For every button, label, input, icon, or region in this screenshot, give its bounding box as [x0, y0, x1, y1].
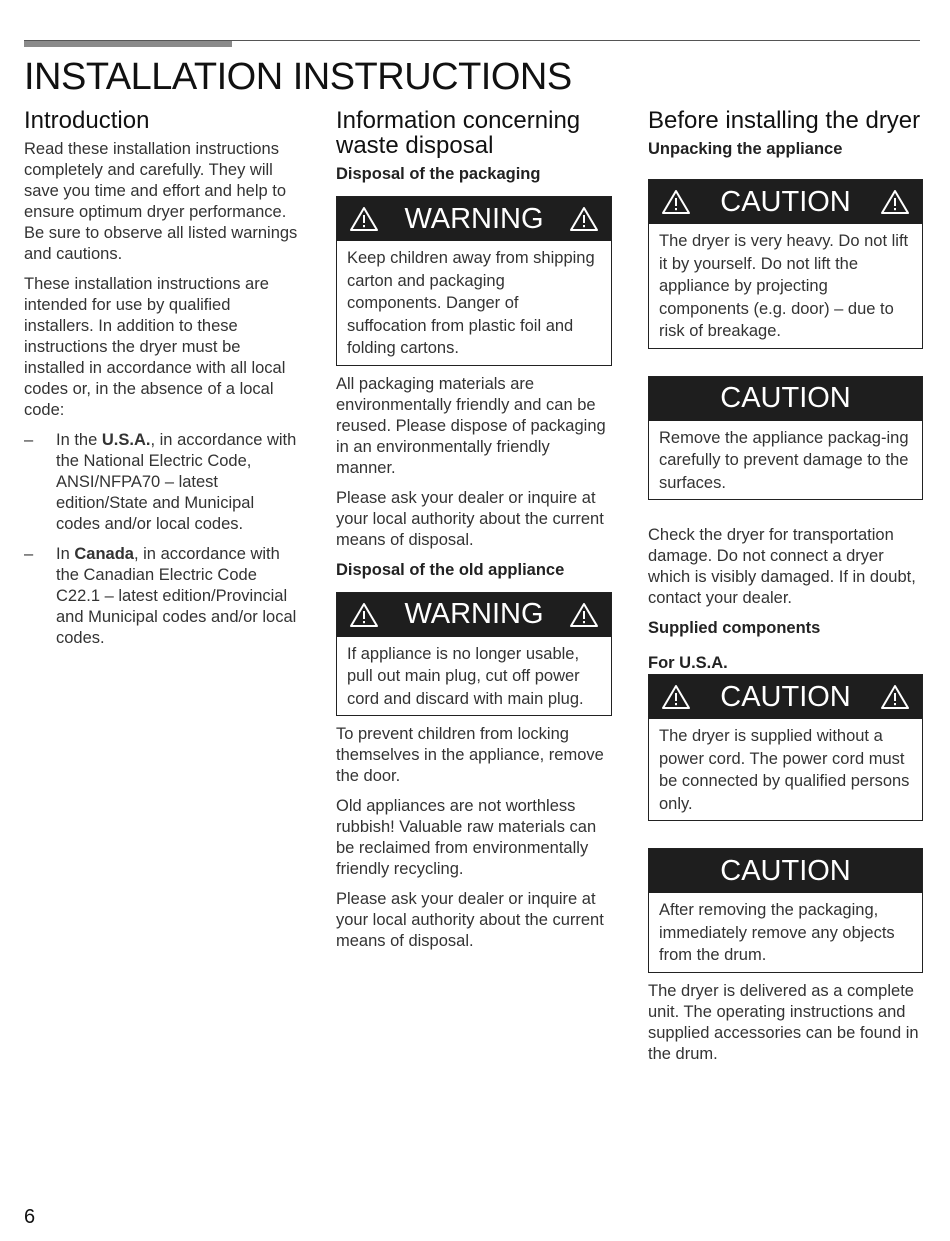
page-title: INSTALLATION INSTRUCTIONS: [24, 56, 572, 98]
caution-text: After removing the packaging, immediately remove any objects from the drum.: [659, 901, 895, 964]
list-item-country: U.S.A.: [101, 431, 151, 449]
caution-header: [649, 849, 922, 893]
dash-bullet: –: [24, 545, 34, 563]
list-item-prefix: In the: [56, 431, 102, 449]
warning-header: [337, 593, 611, 637]
before-installing-heading: Before installing the dryer: [648, 107, 921, 134]
column-before-installing: [648, 108, 923, 1074]
warning-triangle-icon: [569, 206, 599, 232]
old-appliance-subheading: Disposal of the old appliance: [336, 560, 565, 579]
list-item-text: , in accordance with the Canadian Electric Code C22.1 – latest edition/Provincial and Municipal codes and/or local codes.: [56, 545, 297, 647]
warning-triangle-icon: [661, 189, 691, 215]
warning-triangle-icon: [880, 684, 910, 710]
list-item-usa: [24, 430, 302, 535]
warning-header: [337, 197, 611, 241]
caution-box-heavy: [648, 179, 923, 349]
caution-header: [649, 180, 922, 224]
warning-triangle-icon: [569, 602, 599, 628]
packaging-materials-paragraph: All packaging materials are environmentally friendly and can be reused. Please dispose of packaging in an environmentally friendly manner.: [336, 374, 606, 477]
delivery-paragraph: The dryer is delivered as a complete unit. The operating instructions and supplied accessories can be found in the drum.: [648, 981, 919, 1063]
list-item-prefix: In: [56, 545, 75, 563]
caution-header: [649, 675, 922, 719]
disposal-inquiry-paragraph: Please ask your dealer or inquire at your local authority about the current means of disposal.: [336, 488, 604, 549]
dash-bullet: –: [24, 431, 34, 449]
caution-title: CAUTION: [720, 680, 851, 713]
warning-triangle-icon: [349, 602, 379, 628]
list-item-canada: [24, 544, 302, 649]
column-introduction: [24, 108, 302, 658]
page-number: 6: [24, 1206, 36, 1228]
caution-header: [649, 377, 922, 421]
warning-box-old-appliance: [336, 592, 612, 717]
for-usa-subheading: For U.S.A.: [648, 654, 728, 672]
caution-title: CAUTION: [720, 382, 851, 414]
waste-disposal-heading: Information concerning waste disposal: [336, 107, 581, 159]
remove-door-paragraph: To prevent children from locking themselves in the appliance, remove the door.: [336, 725, 604, 785]
caution-box-packaging: [648, 376, 923, 501]
introduction-paragraph-2: These installation instructions are intended for use by qualified installers. In addition to these instructions the dryer must be installed in accordance with all local codes or, in the absence of a local code:: [24, 275, 286, 419]
warning-triangle-icon: [661, 684, 691, 710]
packaging-disposal-subheading: Disposal of the packaging: [336, 165, 541, 183]
caution-title: CAUTION: [720, 185, 851, 218]
code-list: [24, 430, 302, 649]
warning-text: Keep children away from shipping carton and packaging components. Danger of suffocation from plastic foil and folding cartons.: [347, 249, 595, 357]
warning-title: WARNING: [404, 598, 544, 630]
warning-text: If appliance is no longer usable, pull out main plug, cut off power cord and discard with main plug.: [347, 644, 584, 708]
warning-box-packaging: [336, 196, 612, 366]
warning-triangle-icon: [880, 189, 910, 215]
warning-triangle-icon: [349, 206, 379, 232]
unpacking-subheading: Unpacking the appliance: [648, 140, 843, 158]
introduction-paragraph-1: Read these installation instructions completely and carefully. They will save you time and effort and help to ensure optimum dryer performance. Be sure to observe all listed warnings and cautions.: [24, 140, 298, 263]
caution-text: The dryer is supplied without a power cord. The power cord must be connected by qualified persons only.: [659, 727, 910, 813]
disposal-inquiry-paragraph-2: Please ask your dealer or inquire at your local authority about the current means of disposal.: [336, 890, 604, 950]
caution-title: CAUTION: [720, 854, 851, 887]
recycling-paragraph: Old appliances are not worthless rubbish! Valuable raw materials can be reclaimed from environmentally friendly recycling.: [336, 797, 597, 878]
warning-title: WARNING: [404, 202, 544, 235]
list-item-text: , in accordance with the National Electric Code, ANSI/NFPA70 – latest edition/State and Municipal codes and/or local codes.: [56, 431, 297, 533]
caution-box-drum: [648, 848, 923, 973]
list-item-country: Canada: [74, 545, 134, 563]
introduction-heading: Introduction: [24, 107, 150, 134]
header-accent-bar: [24, 41, 232, 47]
transport-damage-paragraph: Check the dryer for transportation damage. Do not connect a dryer which is visibly damaged. If in doubt, contact your dealer.: [648, 526, 916, 607]
caution-text: The dryer is very heavy. Do not lift it by yourself. Do not lift the appliance by projecting components (e.g. door) – due to risk of breakage.: [659, 232, 909, 340]
caution-box-power-cord: [648, 674, 923, 821]
caution-text: Remove the appliance packag-ing carefully to prevent damage to the surfaces.: [659, 428, 909, 492]
supplied-components-subheading: Supplied components: [648, 619, 821, 637]
column-waste-disposal: [336, 108, 612, 961]
